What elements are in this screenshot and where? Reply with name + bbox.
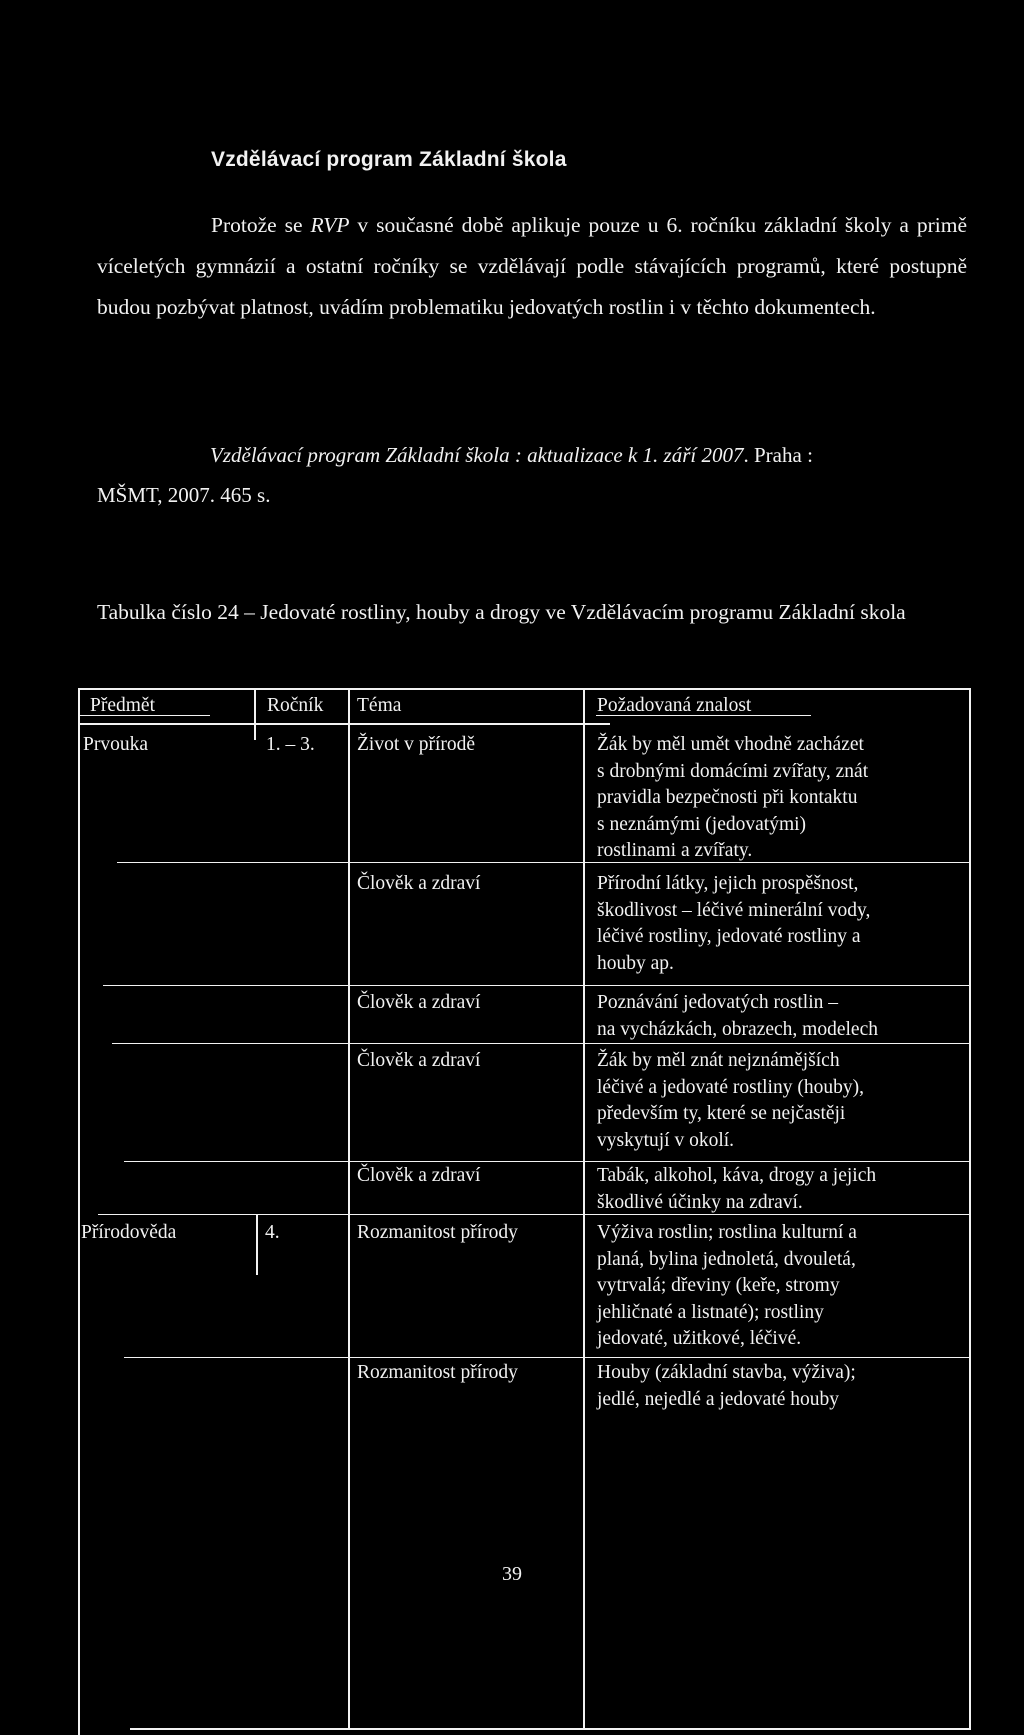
page-number: 39 — [502, 1563, 522, 1585]
knowledge-line: houby ap. — [597, 952, 674, 974]
knowledge-line: škodlivost – léčivé minerální vody, — [597, 899, 871, 921]
citation-line — [210, 443, 813, 468]
cell-topic: Život v přírodě — [357, 734, 476, 755]
citation-place: . Praha : — [743, 443, 813, 467]
cell-subject-prirodoveda: Přírodověda — [81, 1222, 177, 1243]
header-knowledge: Požadovaná znalost — [597, 695, 752, 716]
knowledge-line: léčivé rostliny, jedovaté rostliny a — [597, 926, 861, 947]
knowledge-line: s neznámými (jedovatými) — [597, 813, 807, 835]
intro-rest: v současné době aplikuje pouze u 6. ročníku základní školy a primě víceletých gymnázií a ostatní ročníky se vzdělávají podle stávajících programů, které postupně budou pozbývat platnost, uvádím problematiku jedovatých rostlin i v těchto dokumentech. — [97, 213, 968, 319]
knowledge-line: vytrvalá; dřeviny (keře, stromy — [597, 1275, 840, 1296]
citation-subtitle: : aktualizace k 1. září 2007 — [509, 443, 744, 467]
cell-topic: Člověk a zdraví — [357, 873, 481, 894]
knowledge-line: na vycházkách, obrazech, modelech — [597, 1018, 878, 1040]
knowledge-line: Žák by měl znát nejznámějších — [597, 1050, 840, 1071]
knowledge-line: s drobnými domácími zvířaty, znát — [597, 760, 869, 782]
knowledge-line: jedovaté, užitkové, léčivé. — [597, 1328, 802, 1349]
knowledge-line: léčivé a jedovaté rostliny (houby), — [597, 1076, 864, 1098]
cell-knowledge — [597, 1220, 967, 1353]
intro-rvp: RVP — [310, 213, 350, 237]
citation-publisher: MŠMT, 2007. 465 s. — [97, 483, 271, 507]
cell-topic: Člověk a zdraví — [357, 1050, 481, 1071]
knowledge-line: především ty, které se nejčastěji — [597, 1103, 846, 1124]
cell-grade-1-3: 1. – 3. — [266, 734, 315, 755]
knowledge-line: pravidla bezpečnosti při kontaktu — [597, 787, 858, 808]
knowledge-line: jehličnaté a listnaté); rostliny — [597, 1301, 824, 1323]
header-subject: Předmět — [90, 695, 155, 716]
intro-paragraph — [97, 205, 967, 328]
cell-knowledge — [597, 732, 967, 865]
cell-topic: Člověk a zdraví — [357, 1165, 481, 1186]
knowledge-line: planá, bylina jednoletá, dvouletá, — [597, 1248, 856, 1270]
cell-grade-4: 4. — [265, 1222, 280, 1243]
table-caption: Tabulka číslo 24 – Jedovaté rostliny, houby a drogy ve Vzdělávacím programu Základní skola — [97, 600, 906, 624]
knowledge-line: jedlé, nejedlé a jedovaté houby — [597, 1388, 840, 1410]
knowledge-line: Poznávání jedovatých rostlin – — [597, 992, 838, 1013]
knowledge-line: Přírodní látky, jejich prospěšnost, — [597, 873, 859, 894]
knowledge-line: vyskytují v okolí. — [597, 1129, 735, 1151]
knowledge-line: škodlivé účinky na zdraví. — [597, 1191, 803, 1213]
knowledge-line: rostlinami a zvířaty. — [597, 840, 753, 861]
cell-knowledge — [597, 1048, 967, 1154]
header-grade: Ročník — [267, 695, 324, 716]
cell-topic: Rozmanitost přírody — [357, 1362, 518, 1383]
cell-knowledge — [597, 1163, 967, 1216]
section-heading: Vzdělávací program Základní škola — [211, 148, 567, 171]
cell-knowledge — [597, 990, 967, 1043]
cell-knowledge — [597, 1360, 967, 1413]
knowledge-line: Tabák, alkohol, káva, drogy a jejich — [597, 1165, 877, 1186]
knowledge-line: Žák by měl umět vhodně zacházet — [597, 734, 864, 755]
cell-topic: Člověk a zdraví — [357, 992, 481, 1013]
cell-knowledge — [597, 871, 967, 977]
citation-title: Vzdělávací program Základní škola — [210, 443, 510, 467]
cell-subject-prvouka: Prvouka — [83, 734, 148, 755]
header-topic: Téma — [357, 695, 402, 716]
knowledge-line: Výživa rostlin; rostlina kulturní a — [597, 1222, 857, 1243]
intro-lead: Protože se — [211, 213, 311, 237]
cell-topic: Rozmanitost přírody — [357, 1222, 518, 1243]
knowledge-line: Houby (základní stavba, výživa); — [597, 1362, 856, 1383]
